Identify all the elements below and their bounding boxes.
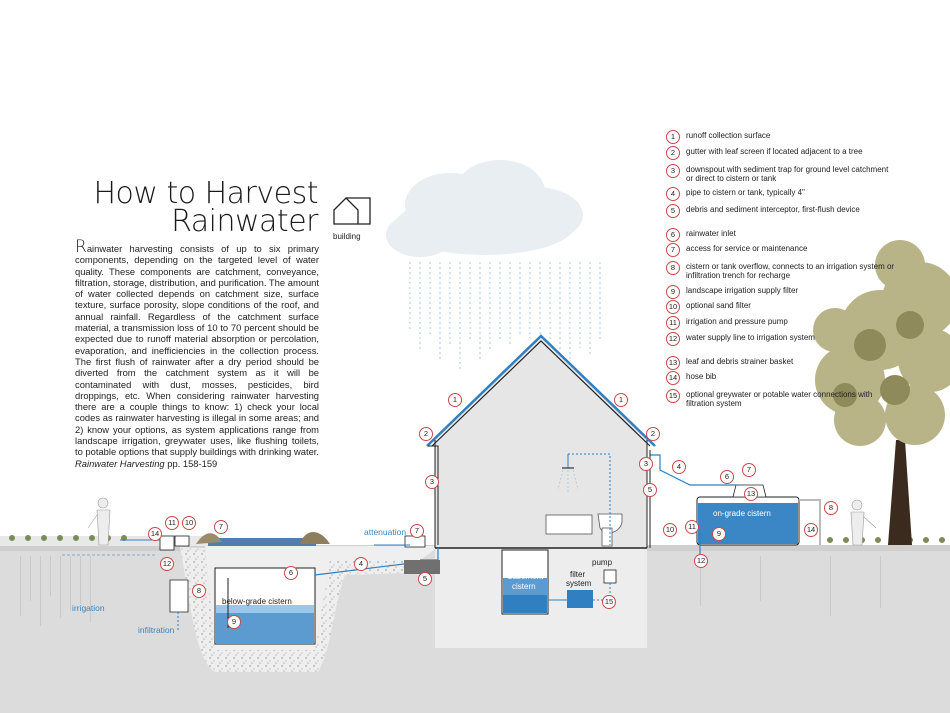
callout: 10 [663, 523, 677, 537]
legend-item [666, 333, 896, 346]
title-line-2: Rainwater [171, 204, 318, 239]
callout: 5 [418, 572, 432, 586]
legend-number: 7 [666, 243, 680, 257]
title-line-1: How to Harvest [93, 176, 318, 211]
legend-item [666, 357, 896, 370]
basement-cistern-label-2: cistern [512, 582, 536, 591]
callout: 10 [182, 516, 196, 530]
legend-number: 1 [666, 130, 680, 144]
callout: 5 [643, 483, 657, 497]
legend-number: 10 [666, 300, 680, 314]
callout: 2 [646, 427, 660, 441]
callout: 2 [419, 427, 433, 441]
legend-number: 13 [666, 356, 680, 370]
legend-text: access for service or maintenance [686, 244, 808, 253]
legend-item [666, 286, 896, 299]
legend-item [666, 229, 896, 242]
callout: 11 [165, 516, 179, 530]
callout: 13 [744, 487, 758, 501]
legend-number: 9 [666, 285, 680, 299]
legend-text: optional sand filter [686, 301, 751, 310]
attenuation-label: attenuation [364, 527, 407, 537]
legend-item [666, 317, 896, 330]
callout: 4 [672, 460, 686, 474]
legend-item [666, 244, 896, 257]
citation: Rainwater Harvesting [75, 457, 165, 469]
callout: 3 [425, 475, 439, 489]
legend-text: landscape irrigation supply filter [686, 286, 799, 295]
legend-item [666, 131, 896, 144]
callout: 9 [712, 527, 726, 541]
citation-pages: pp. 158-159 [164, 457, 218, 469]
legend-number: 8 [666, 261, 680, 275]
page-title [60, 176, 318, 239]
legend-number: 6 [666, 228, 680, 242]
legend-item [666, 188, 896, 201]
pump-label: pump [592, 558, 613, 567]
legend-item [666, 205, 896, 218]
legend-text: pipe to cistern or tank, typically 4" [686, 188, 805, 197]
callout: 8 [824, 501, 838, 515]
legend-number: 5 [666, 204, 680, 218]
callout: 14 [804, 523, 818, 537]
basement-cistern-label-1: basement [508, 572, 544, 581]
dropcap: R [75, 237, 87, 257]
legend-number: 4 [666, 187, 680, 201]
callout: 6 [720, 470, 734, 484]
paragraph-text: ainwater harvesting consists of up to six primary components, depending on the targeted level of water quality. These components are catchment, conveyance, filtration, storage, distribution, and purification. The amount of water collected depends on catchment size, surface texture, surface porosity, slope conditions of the roof, and annual rainfall. Regardless of the catchment surface material, a transmission loss of 10 to 70 percent should be expected due to runoff material absorption or percolation, evaporation, and inefficiencies in the collection process. The first flush of rainwater after a dry period should be diverted from the catchment system as it will be contaminated with dust, mosses, pesticides, bird droppings, etc. When considering rainwater harvesting there are a couple things to know: 1) check your local codes as rainwater harvesting is illegal in some areas; and 2) know your options, as system applications range from landscape irrigation, greywater uses, like flushing toilets, to potable options that supply buildings with drinking water. [75, 243, 319, 458]
filter-system-label-2: system [566, 579, 592, 588]
legend-item [666, 147, 896, 160]
callout: 1 [448, 393, 462, 407]
legend-number: 11 [666, 316, 680, 330]
building-icon [334, 198, 370, 224]
legend-item [666, 165, 896, 183]
rain-cloud [386, 160, 600, 370]
legend-text: downspout with sediment trap for ground level catchment or direct to cistern or tank [686, 165, 889, 183]
legend-number: 12 [666, 332, 680, 346]
callout: 7 [742, 463, 756, 477]
legend-number: 14 [666, 371, 680, 385]
callout: 4 [354, 557, 368, 571]
callout: 7 [214, 520, 228, 534]
callout: 12 [694, 554, 708, 568]
legend-item [666, 390, 896, 408]
legend-item [666, 301, 896, 314]
legend-item [666, 372, 896, 385]
callout: 1 [614, 393, 628, 407]
legend-text: irrigation and pressure pump [686, 317, 788, 326]
legend-text: hose bib [686, 372, 717, 381]
legend-number: 15 [666, 389, 680, 403]
legend-text: water supply line to irrigation system [686, 333, 815, 342]
callout: 9 [227, 615, 241, 629]
callout: 6 [284, 566, 298, 580]
building-icon-label: building [333, 232, 361, 241]
legend-item [666, 262, 896, 280]
legend-text: optional greywater or potable water connections with filtration system [686, 390, 873, 408]
legend-text: gutter with leaf screen if located adjacent to a tree [686, 147, 863, 156]
callout: 3 [639, 457, 653, 471]
legend-text: leaf and debris strainer basket [686, 357, 794, 366]
legend-text: cistern or tank overflow, connects to an irrigation system or infiltration trench for recharge [686, 262, 895, 280]
legend-text: debris and sediment interceptor, first-flush device [686, 205, 860, 214]
irrigation-label: irrigation [72, 603, 105, 613]
legend-text: rainwater inlet [686, 229, 736, 238]
infiltration-label: infiltration [138, 625, 175, 635]
callout: 8 [192, 584, 206, 598]
intro-paragraph [75, 237, 319, 469]
callout: 14 [148, 527, 162, 541]
below-grade-cistern-label: below-grade cistern [222, 597, 292, 606]
callout: 11 [685, 520, 699, 534]
legend-text: runoff collection surface [686, 131, 771, 140]
on-grade-cistern-label: on-grade cistern [713, 509, 771, 518]
callout: 15 [602, 595, 616, 609]
callout: 7 [410, 524, 424, 538]
callout: 12 [160, 557, 174, 571]
legend-number: 2 [666, 146, 680, 160]
filter-system-label-1: filter [570, 570, 586, 579]
legend-number: 3 [666, 164, 680, 178]
